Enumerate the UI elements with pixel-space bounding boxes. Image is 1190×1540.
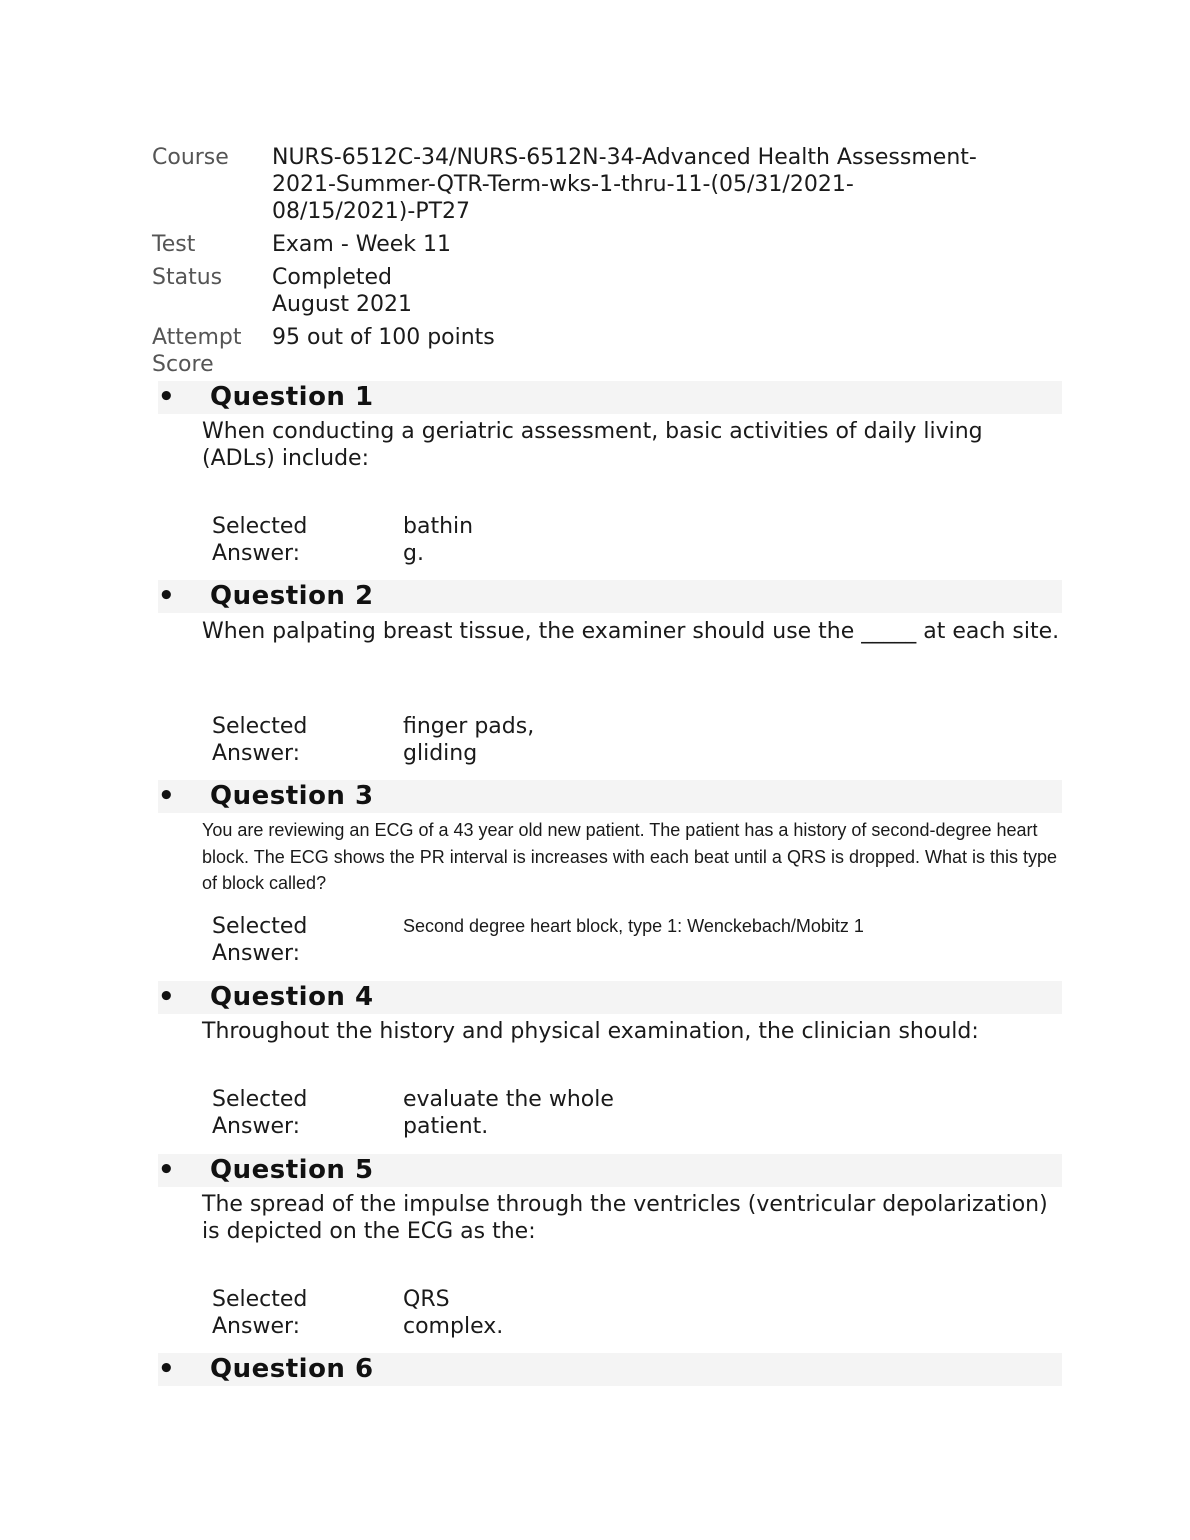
selected-answer-label: Selected Answer: [212,914,308,966]
course-row [152,144,1052,225]
question-text: Throughout the history and physical examination, the clinician should: [202,1019,979,1044]
bullet: • [158,581,175,611]
question-header [158,381,1062,414]
selected-answer-value: evaluate the whole patient. [403,1087,614,1139]
selected-answer-label: Selected Answer: [212,714,308,766]
question-title: Question 5 [210,1155,374,1185]
bullet: • [158,982,175,1012]
bullet: • [158,781,175,811]
selected-answer-value: Second degree heart block, type 1: Wenckebach/Mobitz 1 [403,916,864,936]
question-header [158,580,1062,613]
test-label: Test [152,232,196,257]
question-title: Question 4 [210,982,374,1012]
selected-answer-label: Selected Answer: [212,1287,308,1339]
selected-answer-label: Selected Answer: [212,514,308,566]
test-value: Exam - Week 11 [272,232,452,257]
course-label: Course [152,145,229,170]
question-title: Question 2 [210,581,374,611]
status-row [152,264,1052,318]
status-value: Completed August 2021 [272,265,412,317]
question-text: When conducting a geriatric assessment, basic activities of daily living (ADLs) include: [202,419,983,471]
selected-answer-value: QRS complex. [403,1287,504,1339]
question-title: Question 6 [210,1354,374,1384]
question-text: When palpating breast tissue, the examiner should use the _____ at each site. [202,619,1060,644]
question-title: Question 1 [210,382,374,412]
attempt-summary [152,144,1052,384]
bullet: • [158,1354,175,1384]
question-title: Question 3 [210,781,374,811]
question-header [158,780,1062,813]
score-row [152,324,1052,378]
selected-answer-value: finger pads, gliding [403,714,535,766]
selected-answer-value: bathin g. [403,514,474,566]
score-label: Attempt Score [152,325,242,377]
score-value: 95 out of 100 points [272,325,495,350]
question-header [158,981,1062,1014]
question-text: The spread of the impulse through the ventricles (ventricular depolarization) is depicted on the ECG as the: [202,1192,1048,1244]
course-value: NURS-6512C-34/NURS-6512N-34-Advanced Health Assessment- 2021-Summer-QTR-Term-wks-1-thru-11-(05/31/2021- 08/15/2021)-PT27 [272,145,977,224]
bullet: • [158,1155,175,1185]
question-header [158,1353,1062,1386]
status-label: Status [152,265,223,290]
test-row [152,231,1052,258]
question-header [158,1154,1062,1187]
bullet: • [158,382,175,412]
question-text: You are reviewing an ECG of a 43 year old new patient. The patient has a history of second-degree heart block. The ECG shows the PR interval is increases with each beat until a QRS is dropped. What is this type of block called? [202,820,1058,893]
selected-answer-label: Selected Answer: [212,1087,308,1139]
